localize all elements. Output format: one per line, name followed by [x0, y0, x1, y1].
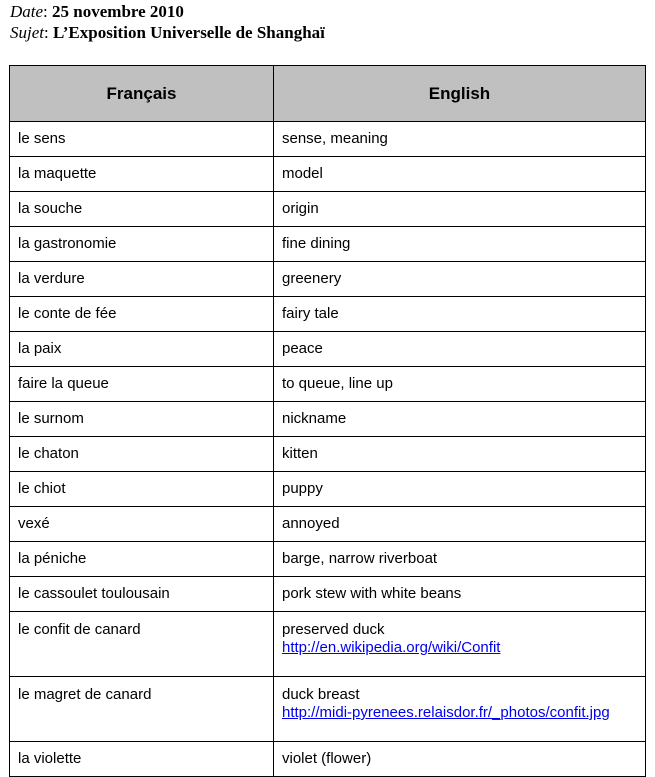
french-term: le conte de fée — [10, 297, 274, 332]
english-translation: origin — [282, 200, 319, 217]
english-translation-cell — [274, 367, 646, 402]
french-term: le surnom — [10, 402, 274, 437]
english-translation-cell — [274, 297, 646, 332]
english-translation: greenery — [282, 270, 342, 287]
date-label: Date — [10, 2, 44, 21]
english-translation: puppy — [282, 480, 323, 497]
english-translation: sense, meaning — [282, 130, 388, 147]
table-row — [10, 677, 646, 742]
english-translation-cell — [274, 402, 646, 437]
subject-line: Sujet: L’Exposition Universelle de Shanghaï — [10, 23, 325, 42]
date-value: 25 novembre 2010 — [52, 2, 184, 21]
table-row — [10, 122, 646, 157]
english-translation-cell — [274, 437, 646, 472]
french-term: la violette — [10, 742, 274, 777]
table-row — [10, 262, 646, 297]
french-term: le chaton — [10, 437, 274, 472]
vocabulary-table — [9, 65, 646, 777]
reference-link[interactable]: http://en.wikipedia.org/wiki/Confit — [282, 639, 501, 656]
table-row — [10, 402, 646, 437]
french-term: vexé — [10, 507, 274, 542]
table-row — [10, 742, 646, 777]
english-translation: to queue, line up — [282, 375, 393, 392]
english-translation: barge, narrow riverboat — [282, 550, 438, 567]
english-translation-cell — [274, 192, 646, 227]
table-row — [10, 472, 646, 507]
subject-value: L’Exposition Universelle de Shanghaï — [52, 23, 325, 42]
english-translation: duck breast — [282, 686, 360, 703]
english-translation-cell — [274, 262, 646, 297]
french-term: la souche — [10, 192, 274, 227]
english-translation-cell — [274, 677, 646, 742]
column-header-english: English — [274, 66, 646, 122]
english-translation-cell — [274, 612, 646, 677]
english-translation: kitten — [282, 445, 318, 462]
english-translation-cell — [274, 157, 646, 192]
french-term: le chiot — [10, 472, 274, 507]
english-translation: violet (flower) — [282, 750, 372, 767]
table-row — [10, 612, 646, 677]
french-term: faire la queue — [10, 367, 274, 402]
english-translation: fairy tale — [282, 305, 339, 322]
french-term: le magret de canard — [10, 677, 274, 742]
english-translation: fine dining — [282, 235, 351, 252]
english-translation: pork stew with white beans — [282, 585, 462, 602]
table-row — [10, 157, 646, 192]
table-row — [10, 507, 646, 542]
table-header-row — [10, 66, 646, 122]
english-translation-cell — [274, 122, 646, 157]
english-translation: model — [282, 165, 323, 182]
english-translation-cell — [274, 542, 646, 577]
english-translation-cell — [274, 472, 646, 507]
english-translation: peace — [282, 340, 323, 357]
french-term: la gastronomie — [10, 227, 274, 262]
english-translation: annoyed — [282, 515, 340, 532]
table-row — [10, 437, 646, 472]
table-row — [10, 192, 646, 227]
french-term: la maquette — [10, 157, 274, 192]
date-line: Date: 25 novembre 2010 — [10, 2, 184, 21]
table-row — [10, 297, 646, 332]
french-term: le cassoulet toulousain — [10, 577, 274, 612]
subject-label: Sujet — [10, 23, 44, 42]
english-translation: preserved duck — [282, 621, 385, 638]
english-translation: nickname — [282, 410, 347, 427]
french-term: la péniche — [10, 542, 274, 577]
table-row — [10, 577, 646, 612]
french-term: la verdure — [10, 262, 274, 297]
table-row — [10, 367, 646, 402]
french-term: le confit de canard — [10, 612, 274, 677]
french-term: le sens — [10, 122, 274, 157]
vocabulary-rows — [10, 122, 646, 777]
reference-link[interactable]: http://midi-pyrenees.relaisdor.fr/_photos/confit.jpg — [282, 704, 610, 721]
english-translation-cell — [274, 507, 646, 542]
table-row — [10, 332, 646, 367]
english-translation-cell — [274, 332, 646, 367]
table-row — [10, 542, 646, 577]
french-term: la paix — [10, 332, 274, 367]
column-header-french: Français — [10, 66, 274, 122]
table-row — [10, 227, 646, 262]
english-translation-cell — [274, 742, 646, 777]
english-translation-cell — [274, 577, 646, 612]
english-translation-cell — [274, 227, 646, 262]
